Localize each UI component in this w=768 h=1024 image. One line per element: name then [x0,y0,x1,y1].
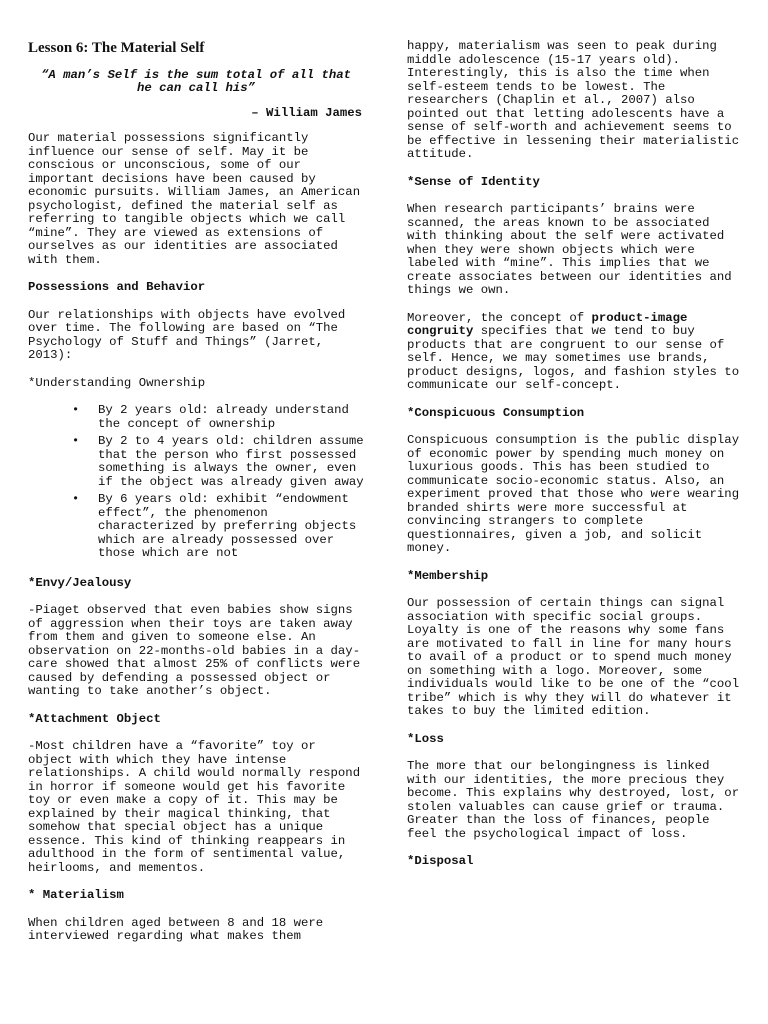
possessions-paragraph: Our relationships with objects have evolved over time. The following are based on “The Psychology of Stuff and Things” (Jarret, 2013): [28,307,346,362]
conspicuous-heading: *Conspicuous Consumption [407,405,585,420]
congruity-post: specifies that we tend to buy products that are congruent to our sense of self. Hence, we may sometimes use brands, product designs, logos, and fashion styles to communicate our self-concept. [407,324,740,392]
loss-paragraph: The more that our belongingness is linked with our identities, the more precious they become. This explains why destroyed, lost, or stolen valuables can cause grief or trauma. Greater than the loss of finances, people feel the psychological impact of loss. [407,759,740,841]
envy-paragraph: -Piaget observed that even babies show signs of aggression when their toys are taken away from them and given to someone else. An observation on 22-months-old babies in a day-care showed that almost 25% of conflicts were caused by defending a possessed object or wanting to take another’s object. [28,603,361,698]
materialism-continued: happy, materialism was seen to peak during middle adolescence (15-17 years old). Interestingly, this is also the time when self-esteem tends to be lowest. The researchers (Chaplin et al., 2007) also pointed out that letting adolescents have a sense of self-worth and achievement seems to be effective in lessening their materialistic attitude. [407,39,740,161]
right-column [407,40,745,883]
materialism-paragraph: When children aged between 8 and 18 were interviewed regarding what makes them [28,915,324,943]
epigraph-quote: “A man’s Self is the sum total of all that he can call his” [41,67,351,95]
possessions-heading: Possessions and Behavior [28,280,206,294]
envy-heading: *Envy/Jealousy [28,575,132,590]
conspicuous-paragraph: Conspicuous consumption is the public display of economic power by spending much money on luxurious goods. This has been studied to communicate socio-economic status. Also, an experiment proved that those who were wearing branded shirts were more successful at convincing strangers to complete questionnaires, given a job, and solicit money. [407,433,740,555]
materialism-heading: * Materialism [28,888,124,902]
ownership-list [28,404,364,561]
list-item: • By 6 years old: exhibit “endowment effect”, the phenomenon characterized by preferring objects which are already possessed over those which are not [98,493,364,561]
loss-heading: *Loss [407,731,444,746]
left-column [28,0,364,944]
quote-attribution: – William James [251,105,362,120]
intro-paragraph: Our material possessions significantly influence our sense of self. May it be conscious or unconscious, some of our important decisions have been caused by economic pursuits. William James, an American psychologist, defined the material self as referring to tangible objects which we call “mine”. They are viewed as extensions of ourselves as our identities are associated with them. [28,131,361,267]
congruity-pre: Moreover, the concept of [407,310,592,325]
attachment-paragraph: -Most children have a “favorite” toy or object with which they have intense relationships. A child would normally respond in horror if someone would get his favorite toy or even make a copy of it. This may be explained by their magical thinking, that somehow that special object has a unique essence. This kind of thinking reappears in adulthood in the form of sentimental value, heirlooms, and mementos. [28,739,361,875]
identity-paragraph: When research participants’ brains were scanned, the areas known to be associated with thinking about the self were activated when they were shown objects which were labeled with “mine”. This implies that we create associates between our identities and things we own. [407,202,732,297]
disposal-heading: *Disposal [407,854,474,868]
attachment-heading: *Attachment Object [28,711,161,726]
lesson-title: Lesson 6: The Material Self [28,40,205,56]
ownership-heading: *Understanding Ownership [28,375,206,390]
membership-paragraph: Our possession of certain things can signal association with specific social groups. Loyalty is one of the reasons why some fans are motivated to fall in line for many hours to avail of a product or to spend much money on something with a logo. Moreover, some individuals would like to be one of the “cool tribe” which is why they will do whatever it takes to buy the limited edition. [407,596,740,718]
identity-heading: *Sense of Identity [407,174,540,189]
congruity-term: product-image congruity [407,310,688,338]
congruity-paragraph [407,312,745,393]
list-item: • By 2 to 4 years old: children assume that the person who first possessed something is always the owner, even if the object was already given away [98,435,364,489]
membership-heading: *Membership [407,568,489,583]
list-item: • By 2 years old: already understand the concept of ownership [98,404,364,431]
